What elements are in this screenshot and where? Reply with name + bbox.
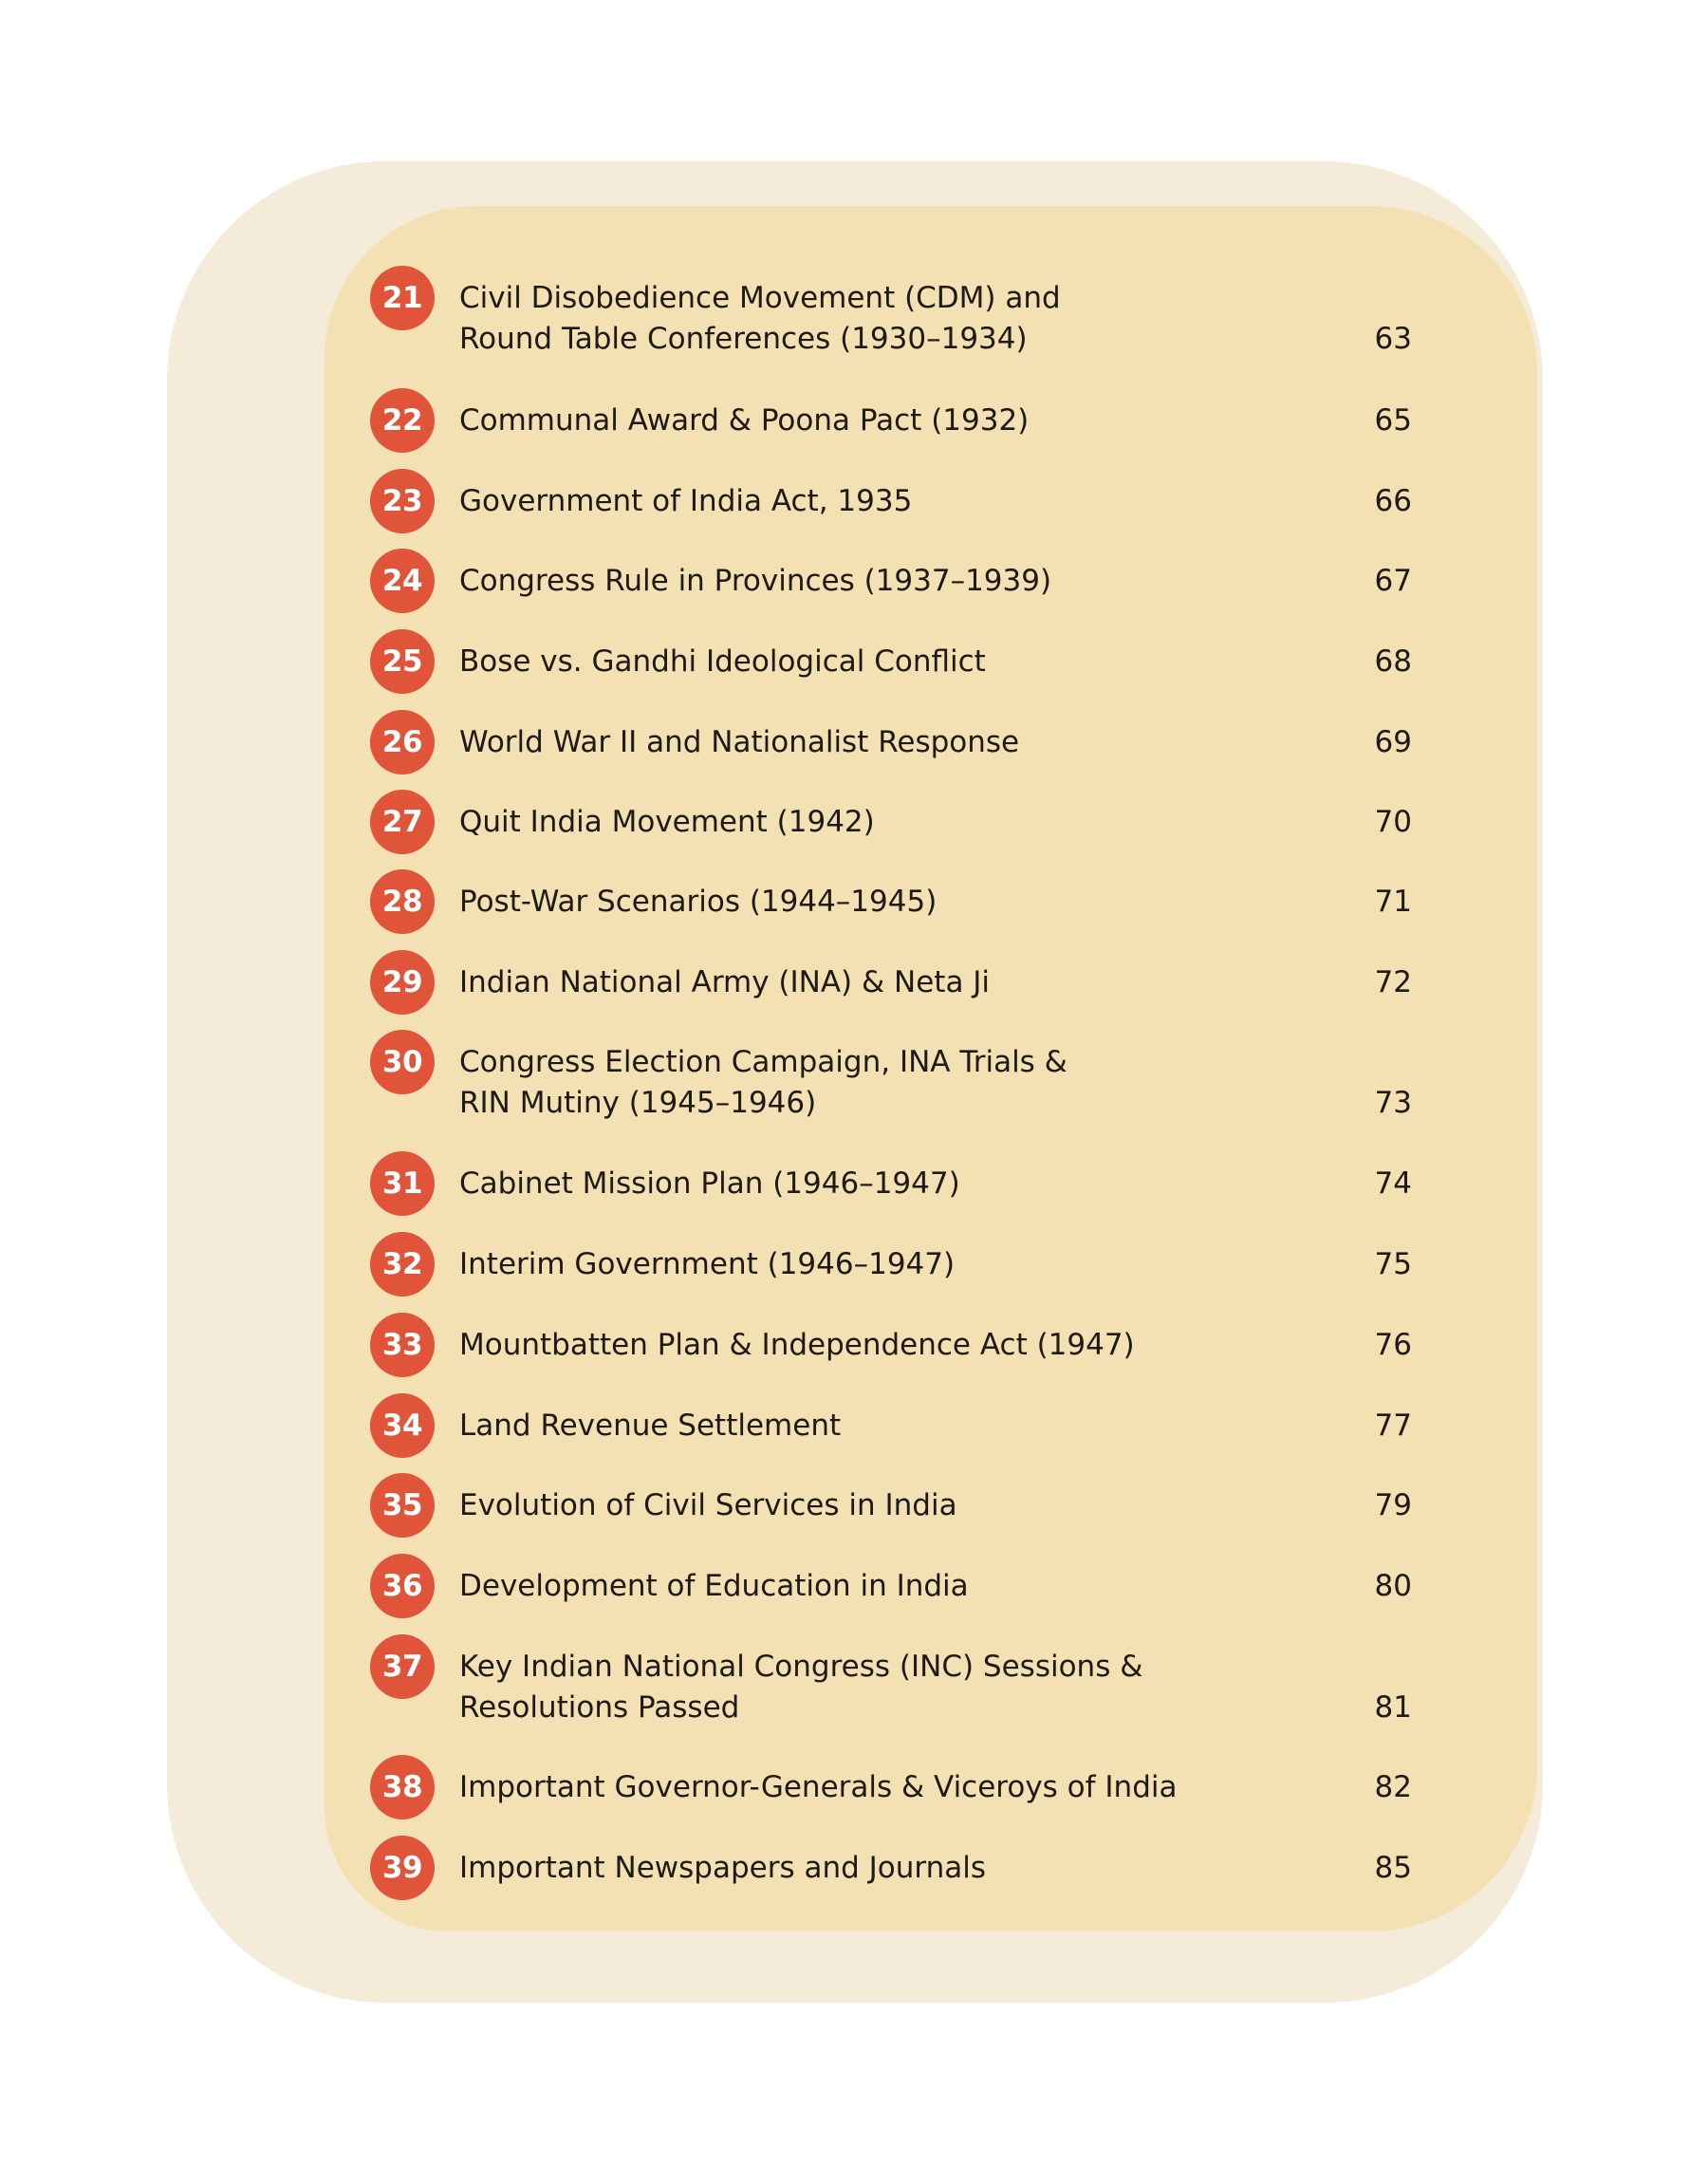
page-number: 69 bbox=[1374, 725, 1412, 759]
chapter-number-badge: 32 bbox=[370, 1232, 435, 1297]
page-number: 67 bbox=[1374, 564, 1412, 598]
page-number: 68 bbox=[1374, 644, 1412, 679]
chapter-title: Interim Government (1946–1947) bbox=[459, 1247, 956, 1281]
chapter-number-badge: 28 bbox=[370, 869, 435, 934]
chapter-number-badge: 21 bbox=[370, 266, 435, 330]
chapter-title: Key Indian National Congress (INC) Sessions & Resolutions Passed bbox=[459, 1650, 1143, 1725]
chapter-number-badge: 23 bbox=[370, 469, 435, 533]
chapter-number-badge: 37 bbox=[370, 1634, 435, 1699]
chapter-title: Development of Education in India bbox=[459, 1569, 969, 1603]
chapter-title: World War II and Nationalist Response bbox=[459, 725, 1020, 759]
page-number: 77 bbox=[1374, 1409, 1412, 1443]
chapter-number-badge: 39 bbox=[370, 1836, 435, 1900]
chapter-title: Important Newspapers and Journals bbox=[459, 1851, 987, 1885]
chapter-title: Land Revenue Settlement bbox=[459, 1409, 842, 1443]
chapter-title: Congress Election Campaign, INA Trials & RIN Mutiny (1945–1946) bbox=[459, 1045, 1068, 1120]
chapter-title: Cabinet Mission Plan (1946–1947) bbox=[459, 1166, 960, 1201]
chapter-title: Civil Disobedience Movement (CDM) and Round Table Conferences (1930–1934) bbox=[459, 281, 1061, 356]
chapter-title: Quit India Movement (1942) bbox=[459, 805, 875, 839]
chapter-title: Post-War Scenarios (1944–1945) bbox=[459, 885, 938, 919]
chapter-title: Evolution of Civil Services in India bbox=[459, 1488, 957, 1522]
page-number: 85 bbox=[1374, 1851, 1412, 1885]
chapter-title: Government of India Act, 1935 bbox=[459, 484, 913, 518]
page-number: 63 bbox=[1374, 322, 1412, 356]
chapter-number-badge: 35 bbox=[370, 1473, 435, 1538]
chapter-number-badge: 29 bbox=[370, 950, 435, 1015]
chapter-number-badge: 36 bbox=[370, 1554, 435, 1618]
page-number: 82 bbox=[1374, 1770, 1412, 1804]
page-number: 80 bbox=[1374, 1569, 1412, 1603]
page-number: 76 bbox=[1374, 1328, 1412, 1362]
page-number: 81 bbox=[1374, 1690, 1412, 1725]
page-number: 79 bbox=[1374, 1488, 1412, 1522]
chapter-title: Important Governor-Generals & Viceroys of India bbox=[459, 1770, 1178, 1804]
chapter-title: Mountbatten Plan & Independence Act (1947) bbox=[459, 1328, 1135, 1362]
page-number: 73 bbox=[1374, 1086, 1412, 1120]
chapter-title: Indian National Army (INA) & Neta Ji bbox=[459, 965, 991, 999]
chapter-number-badge: 34 bbox=[370, 1393, 435, 1458]
chapter-number-badge: 27 bbox=[370, 790, 435, 854]
chapter-number-badge: 25 bbox=[370, 629, 435, 694]
page-number: 74 bbox=[1374, 1166, 1412, 1201]
chapter-number-badge: 33 bbox=[370, 1313, 435, 1377]
chapter-number-badge: 30 bbox=[370, 1030, 435, 1094]
chapter-number-badge: 26 bbox=[370, 710, 435, 774]
page-number: 70 bbox=[1374, 805, 1412, 839]
page-number: 71 bbox=[1374, 885, 1412, 919]
page-number: 66 bbox=[1374, 484, 1412, 518]
chapter-title: Bose vs. Gandhi Ideological Conflict bbox=[459, 644, 986, 679]
chapter-number-badge: 24 bbox=[370, 549, 435, 613]
page-number: 65 bbox=[1374, 403, 1412, 438]
page-number: 75 bbox=[1374, 1247, 1412, 1281]
chapter-title: Congress Rule in Provinces (1937–1939) bbox=[459, 564, 1052, 598]
page-number: 72 bbox=[1374, 965, 1412, 999]
chapter-number-badge: 38 bbox=[370, 1755, 435, 1819]
chapter-number-badge: 31 bbox=[370, 1151, 435, 1216]
chapter-number-badge: 22 bbox=[370, 388, 435, 453]
chapter-title: Communal Award & Poona Pact (1932) bbox=[459, 403, 1030, 438]
